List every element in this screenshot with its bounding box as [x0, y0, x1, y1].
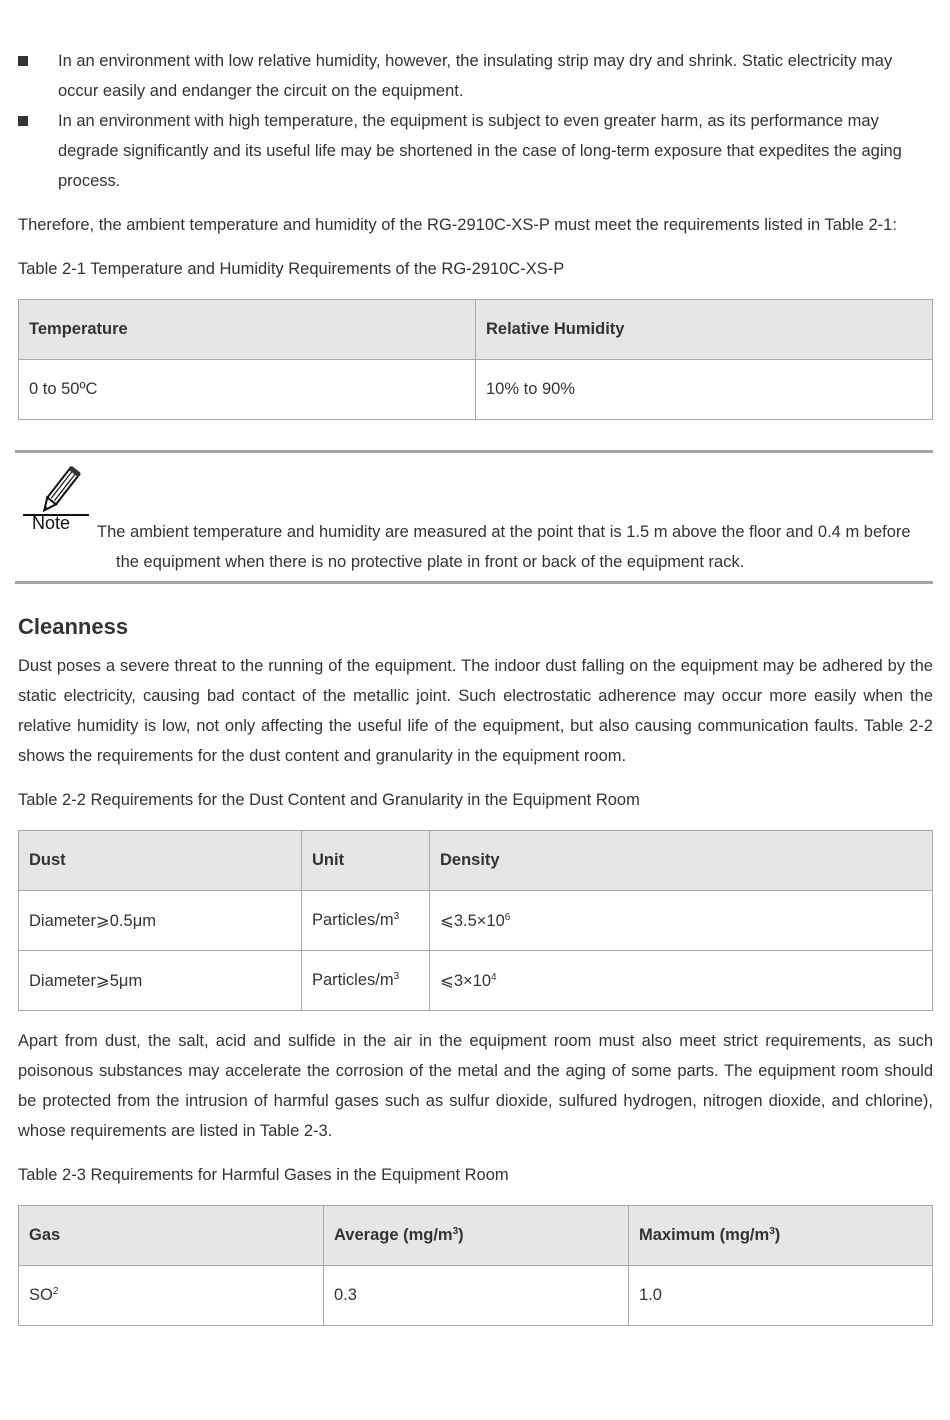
table-cell — [302, 891, 430, 951]
table-cell: Diameter⩾0.5μm — [19, 891, 302, 951]
superscript: 4 — [491, 971, 497, 983]
table-cell — [430, 891, 933, 951]
gas-text: SO — [29, 1286, 53, 1304]
table-cell: Diameter⩾5μm — [19, 951, 302, 1011]
table-cell: 0.3 — [324, 1266, 629, 1326]
table-header — [19, 1206, 324, 1266]
table-header-row — [19, 300, 933, 360]
table-header: Relative Humidity — [476, 300, 933, 360]
note-text — [15, 453, 933, 581]
unit-text: Particles/m — [312, 911, 394, 929]
table-cell — [19, 1266, 324, 1326]
table-header — [324, 1206, 629, 1266]
superscript: 2 — [52, 1286, 59, 1297]
header-text: ) — [774, 1226, 781, 1244]
table-row — [19, 1266, 933, 1326]
note-label: Note — [32, 513, 71, 533]
section-heading-cleanness: Cleanness — [18, 614, 129, 639]
superscript: 3 — [769, 1226, 775, 1237]
table-caption: Table 2-1 Temperature and Humidity Requirements of the RG-2910C-XS-P — [18, 260, 565, 278]
density-text: ⩽3.5×10 — [440, 911, 505, 930]
table-caption: Table 2-2 Requirements for the Dust Content and Granularity in the Equipment Room — [18, 791, 640, 809]
table-cell: 10% to 90% — [476, 360, 933, 420]
bullet-text: In an environment with high temperature, the equipment is subject to even greater harm, as its performance may degrade significantly and its useful life may be shortened in the case of long-term exposure that expedites the aging process. — [58, 112, 902, 190]
superscript: 3 — [452, 1226, 459, 1237]
table-caption: Table 2-3 Requirements for Harmful Gases in the Equipment Room — [18, 1166, 509, 1184]
list-item — [18, 106, 933, 196]
document-page — [18, 46, 933, 1326]
square-bullet-icon — [18, 56, 28, 66]
table-header-row — [19, 831, 933, 891]
table-header: Density — [430, 831, 933, 891]
unit-text: Particles/m — [312, 971, 394, 989]
table-cell: 1.0 — [629, 1266, 933, 1326]
note-box — [15, 450, 933, 584]
table-cell: 0 to 50ºC — [19, 360, 476, 420]
table-row — [19, 951, 933, 1011]
dust-table — [18, 830, 933, 1011]
superscript: 3 — [393, 971, 400, 982]
harmful-gases-table — [18, 1205, 933, 1326]
bullet-list — [18, 46, 933, 196]
gases-paragraph: Apart from dust, the salt, acid and sulfide in the air in the equipment room must also meet strict requirements, as such poisonous substances may accelerate the corrosion of the metal and the aging of some parts. The equipment room should be protected from the intrusion of harmful gases such as sulfur dioxide, sulfured hydrogen, nitrogen dioxide, and chlorine), whose requirements are listed in Table 2-3. — [18, 1032, 933, 1140]
list-item — [18, 46, 933, 106]
temperature-humidity-table — [18, 299, 933, 420]
table-header: Unit — [302, 831, 430, 891]
intro-paragraph: Therefore, the ambient temperature and humidity of the RG-2910C-XS-P must meet the requirements listed in Table 2-1: — [18, 216, 897, 234]
table-row — [19, 891, 933, 951]
cleanness-paragraph: Dust poses a severe threat to the running of the equipment. The indoor dust falling on the equipment may be adhered by the static electricity, causing bad contact of the metallic joint. Such electrostatic adherence may occur more easily when the relative humidity is low, not only affecting the useful life of the equipment, but also causing communication faults. Table 2-2 shows the requirements for the dust content and granularity in the equipment room. — [18, 657, 933, 765]
table-header — [629, 1206, 933, 1266]
header-text: ) — [458, 1226, 464, 1244]
square-bullet-icon — [18, 116, 28, 126]
table-header: Temperature — [19, 300, 476, 360]
superscript: 6 — [504, 911, 511, 923]
note-line: the equipment when there is no protective plate in front or back of the equipment rack. — [116, 553, 745, 571]
note-line: The ambient temperature and humidity are measured at the point that is 1.5 m above the floor and 0.4 m before — [97, 523, 911, 541]
bullet-text: In an environment with low relative humidity, however, the insulating strip may dry and shrink. Static electricity may occur easily and endanger the circuit on the equipment. — [58, 52, 893, 100]
superscript: 3 — [393, 911, 400, 922]
header-text: Maximum (mg/m — [639, 1226, 770, 1244]
table-row — [19, 360, 933, 420]
table-cell — [430, 951, 933, 1011]
density-text: ⩽3×10 — [440, 971, 491, 990]
table-header: Dust — [19, 831, 302, 891]
header-text: Gas — [29, 1226, 61, 1244]
table-cell — [302, 951, 430, 1011]
header-text: Average (mg/m — [334, 1226, 453, 1244]
table-header-row — [19, 1206, 933, 1266]
